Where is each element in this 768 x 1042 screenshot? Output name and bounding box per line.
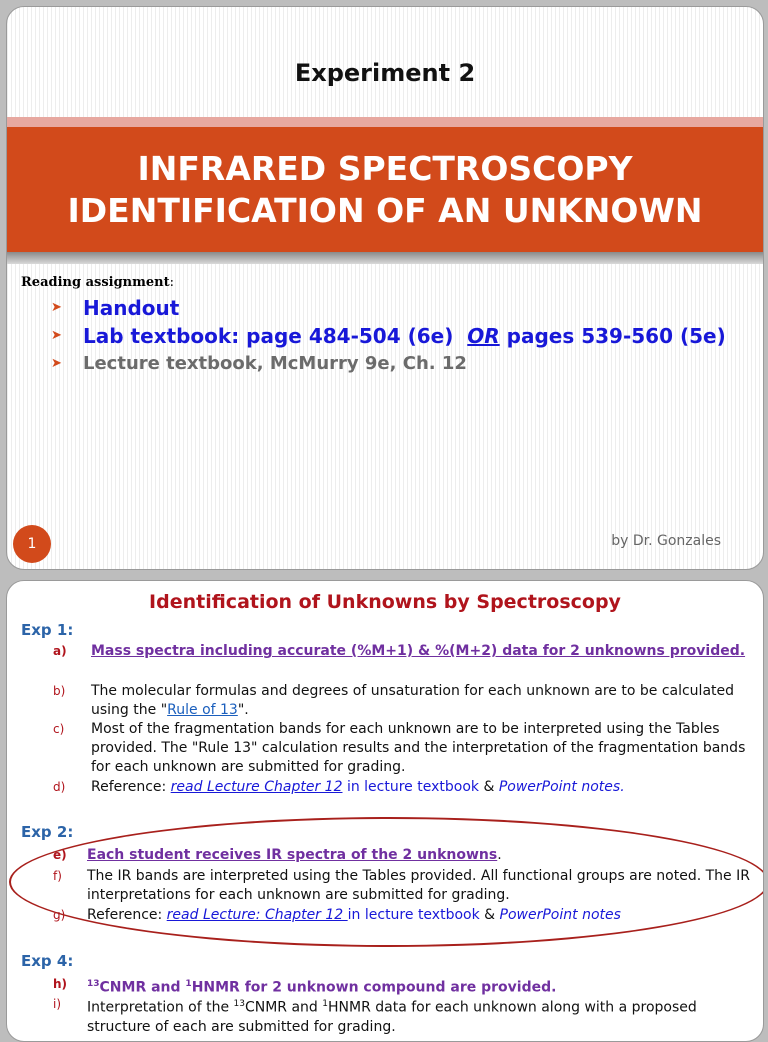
banner-line-1: INFRARED SPECTROSCOPY [137, 148, 633, 188]
powerpoint-notes-text: PowerPoint notes. [498, 779, 625, 795]
rule-of-13-link[interactable]: Rule of 13 [167, 702, 238, 718]
marker-b: b) [53, 684, 66, 698]
exp-2-label: Exp 2: [21, 823, 74, 841]
lecture-text: Lecture textbook, McMurry 9e, Ch. 12 [83, 353, 467, 374]
item-d-prefix: Reference: [91, 779, 171, 795]
item-i [53, 995, 753, 1037]
item-b-text-1: The molecular formulas and degrees of unsaturation for each unknown are to be calculated using the " [91, 683, 735, 718]
banner-line-2: IDENTIFICATION OF AN UNKNOWN [67, 190, 703, 230]
h-sup-1: 1 [185, 979, 192, 989]
list-item-lab-textbook [47, 323, 747, 349]
marker-a: a) [53, 644, 67, 658]
marker-f: f) [53, 869, 62, 883]
arrow-bullet-icon: ➤ [51, 328, 62, 343]
item-a-text: Mass spectra including accurate (%M+1) & %(M+2) data for 2 unknowns provided. [91, 643, 746, 659]
title-banner [7, 127, 763, 252]
list-item-handout [47, 295, 747, 321]
reading-list [47, 295, 747, 379]
reading-label: Reading assignment [21, 275, 170, 290]
byline: by Dr. Gonzales [611, 533, 721, 549]
item-d-mid: in lecture textbook [342, 779, 479, 795]
item-a [53, 642, 753, 661]
lab-text-b: pages 539-560 (5e) [506, 324, 726, 348]
h-sup-13: 13 [87, 979, 100, 989]
lab-text-a: Lab textbook: page 484-504 (6e) [83, 324, 454, 348]
item-e-text: Each student receives IR spectra of the 2 unknowns [87, 847, 498, 863]
reading-colon: : [169, 275, 175, 290]
item-c-text: Most of the fragmentation bands for each unknown are to be interpreted using the Tables provided. The "Rule 13" calculation results and the interpretation of the fragmentation bands for each unknown are submitted for grading. [91, 721, 746, 775]
item-g-amp: & [479, 907, 500, 923]
item-h-text-b: HNMR for 2 unknown compound are provided. [191, 979, 557, 996]
item-d-amp: & [479, 779, 499, 795]
item-c [53, 720, 753, 777]
item-i-text-b: CNMR and [244, 999, 323, 1016]
marker-h: h) [53, 977, 68, 991]
item-h-text-a: CNMR and [99, 979, 186, 996]
item-f-text: The IR bands are interpreted using the Tables provided. All functional groups are noted. The IR interpretations for each unknown are submitted for grading. [87, 868, 750, 903]
item-i-text-c: HNMR data for each unknown along with a proposed structure of each are submitted for grading. [87, 999, 697, 1035]
exp-4-label: Exp 4: [21, 952, 74, 970]
slide-2 [6, 580, 764, 1042]
item-e-period: . [497, 847, 502, 863]
accent-bar [7, 117, 763, 127]
item-g-mid: in lecture textbook [347, 907, 480, 923]
i-sup-13: 13 [233, 999, 245, 1009]
highlight-oval [9, 817, 764, 947]
marker-d: d) [53, 780, 66, 794]
powerpoint-notes-text-2: PowerPoint notes [499, 907, 621, 923]
marker-g: g) [53, 908, 66, 922]
marker-e: e) [53, 848, 67, 862]
lecture-chapter-link[interactable]: read Lecture Chapter 12 [170, 779, 343, 795]
slide-1 [6, 6, 764, 570]
item-g-prefix: Reference: [87, 907, 167, 923]
banner-shadow [7, 252, 763, 264]
arrow-bullet-icon: ➤ [51, 356, 62, 371]
i-sup-1: 1 [322, 999, 328, 1009]
item-d [53, 778, 753, 797]
marker-c: c) [53, 722, 65, 736]
list-item-lecture [47, 351, 747, 377]
marker-i: i) [53, 997, 62, 1011]
arrow-bullet-icon: ➤ [51, 300, 62, 315]
exp-1-label: Exp 1: [21, 621, 74, 639]
item-b-text-2: ". [237, 702, 249, 718]
reading-assignment [21, 275, 174, 290]
lab-or: OR [467, 324, 500, 348]
slide-2-title: Identification of Unknowns by Spectroscopy [149, 591, 621, 613]
slide-number-badge: 1 [13, 525, 51, 563]
item-b [53, 682, 753, 720]
handout-text: Handout [83, 296, 180, 320]
lecture-chapter-link-2[interactable]: read Lecture: Chapter 12 [166, 907, 348, 923]
item-i-text-a: Interpretation of the [87, 999, 234, 1016]
experiment-title: Experiment 2 [294, 59, 476, 87]
